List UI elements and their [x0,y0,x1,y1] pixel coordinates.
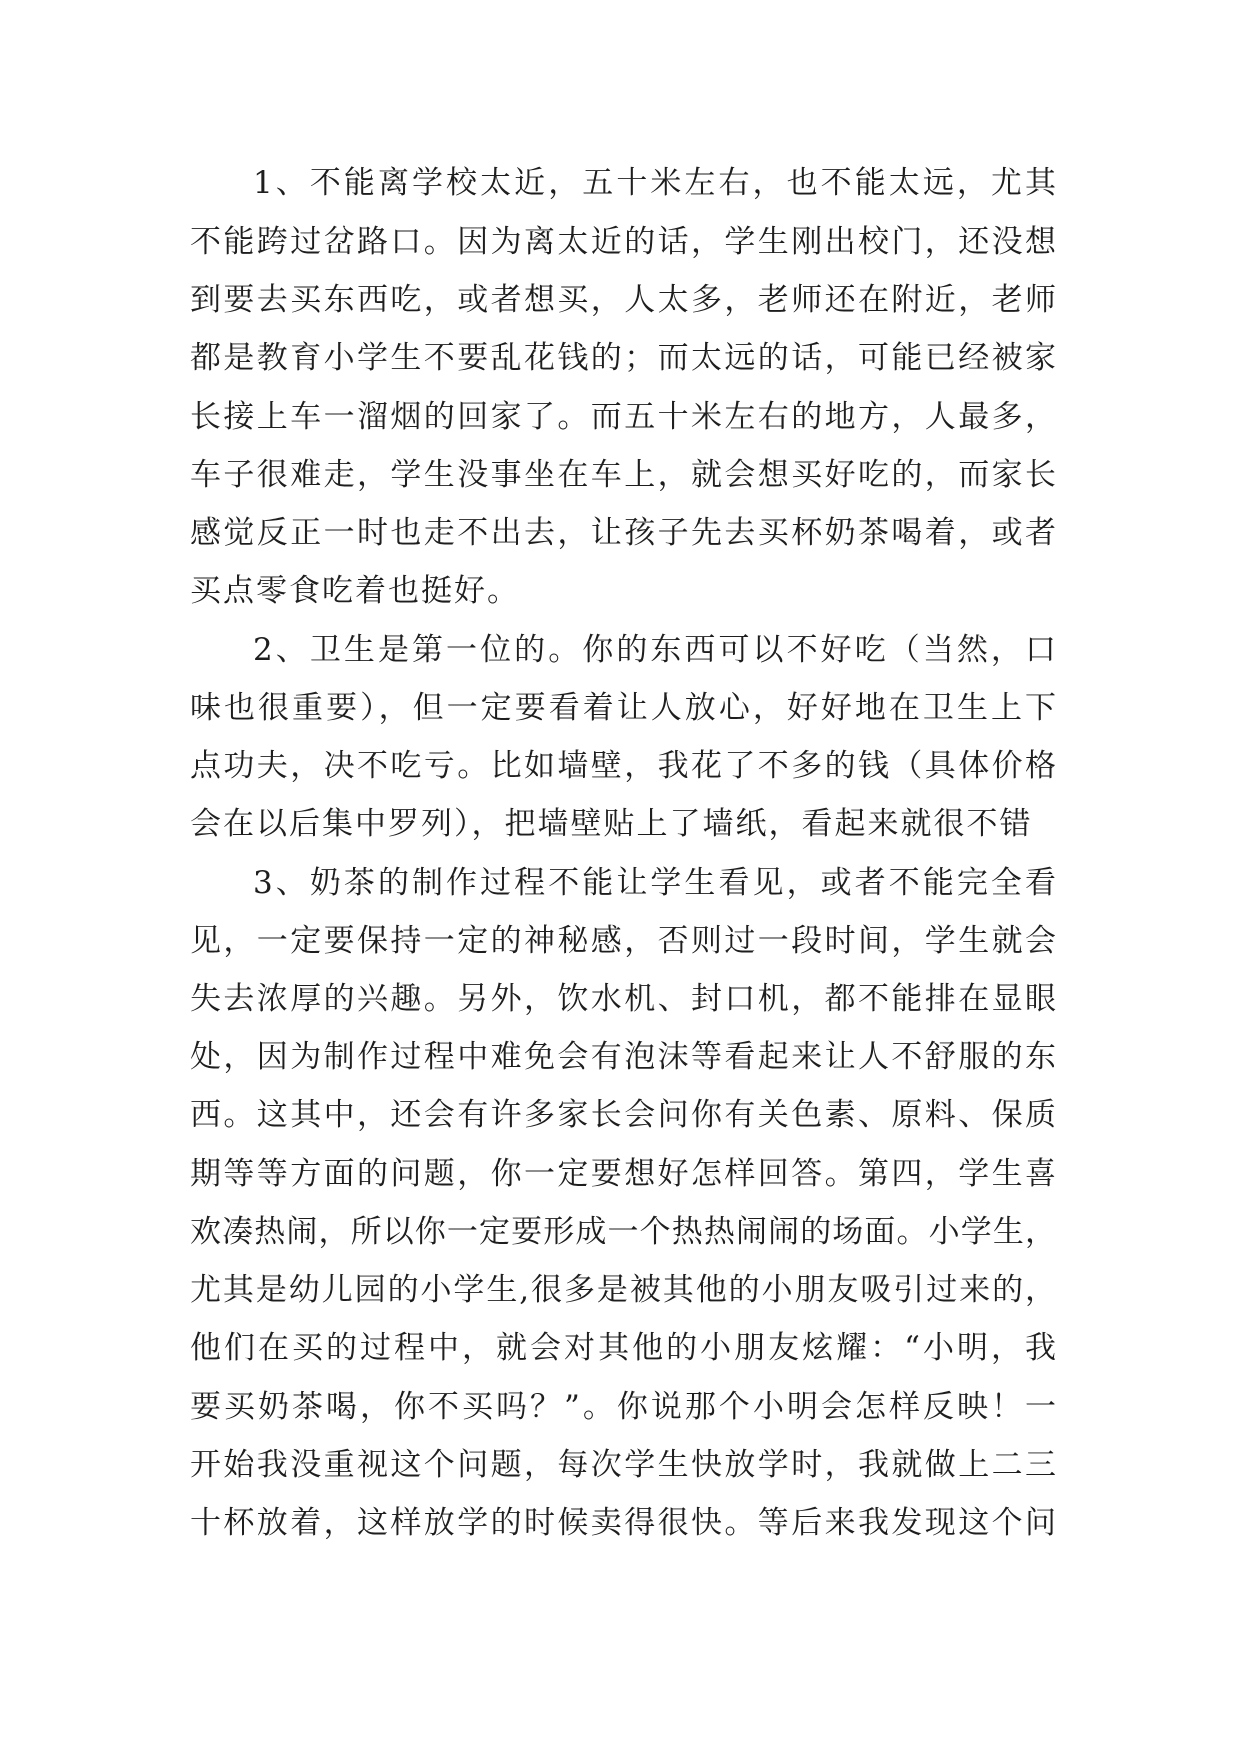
text-line: 欢凑热闹，所以你一定要形成一个热热闹闹的场面。小学生， [190,1214,1056,1250]
text-line: 尤其是幼儿园的小学生,很多是被其他的小朋友吸引过来的， [190,1272,1056,1308]
text-line: 见，一定要保持一定的神秘感，否则过一段时间，学生就会 [190,923,1056,959]
text-line: 会在以后集中罗列），把墙壁贴上了墙纸，看起来就很不错 [190,806,1033,842]
text-line: 1、不能离学校太近，五十米左右，也不能太远，尤其 [253,165,1056,201]
text-line: 3、奶茶的制作过程不能让学生看见，或者不能完全看 [253,865,1056,901]
text-line: 车子很难走，学生没事坐在车上，就会想买好吃的，而家长 [190,457,1056,493]
text-line: 期等等方面的问题，你一定要想好怎样回答。第四，学生喜 [190,1156,1056,1192]
text-line: 2、卫生是第一位的。你的东西可以不好吃（当然，口 [253,632,1056,668]
text-line: 感觉反正一时也走不出去，让孩子先去买杯奶茶喝着，或者 [190,515,1056,551]
text-line: 西。这其中，还会有许多家长会问你有关色素、原料、保质 [190,1097,1056,1133]
text-line: 他们在买的过程中，就会对其他的小朋友炫耀：“小明，我 [190,1330,1056,1366]
text-line: 都是教育小学生不要乱花钱的；而太远的话，可能已经被家 [190,340,1056,376]
text-line: 十杯放着，这样放学的时候卖得很快。等后来我发现这个问 [190,1505,1056,1541]
text-line: 失去浓厚的兴趣。另外，饮水机、封口机，都不能排在显眼 [190,981,1056,1017]
text-line: 不能跨过岔路口。因为离太近的话，学生刚出校门，还没想 [190,224,1056,260]
text-line: 味也很重要），但一定要看着让人放心，好好地在卫生上下 [190,690,1056,726]
text-line: 开始我没重视这个问题，每次学生快放学时，我就做上二三 [190,1447,1056,1483]
text-line: 点功夫，决不吃亏。比如墙壁，我花了不多的钱（具体价格 [190,748,1056,784]
text-line: 处，因为制作过程中难免会有泡沫等看起来让人不舒服的东 [190,1039,1056,1075]
text-line: 要买奶茶喝，你不买吗？”。你说那个小明会怎样反映！一 [190,1389,1056,1425]
text-line: 买点零食吃着也挺好。 [190,573,520,609]
text-line: 到要去买东西吃，或者想买，人太多，老师还在附近，老师 [190,282,1056,318]
text-line: 长接上车一溜烟的回家了。而五十米左右的地方，人最多， [190,399,1056,435]
